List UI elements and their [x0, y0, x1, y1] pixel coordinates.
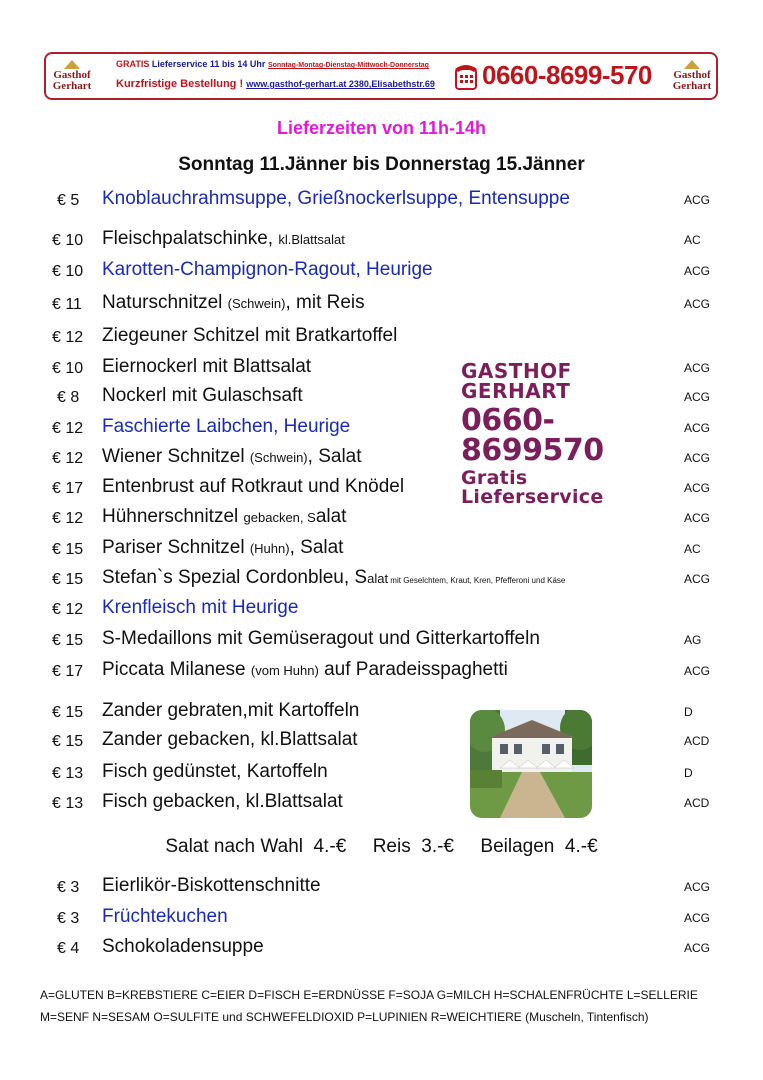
menu-item-name: [102, 761, 328, 783]
menu-item-name: [102, 597, 298, 619]
roof-icon: [684, 60, 700, 69]
allergen-legend-line-2: M=SENF N=SESAM O=SULFITE und SCHWEFELDIOXID P=LUPINIEN R=WEICHTIERE (Muscheln, Tintenfisch): [40, 1010, 649, 1024]
menu-item-name: [102, 700, 359, 722]
menu-item-price: € 13: [52, 765, 84, 782]
menu-item-allergens: ACG: [684, 451, 711, 465]
menu-item-title: Fisch gedünstet, Kartoffeln: [102, 761, 328, 782]
menu-item-name: [102, 356, 311, 378]
menu-item-name: [102, 259, 433, 281]
date-range: Sonntag 11.Jänner bis Donnerstag 15.Jänner: [178, 154, 585, 175]
menu-item-price: € 10: [52, 360, 84, 377]
menu-item-price: € 12: [52, 510, 84, 527]
dessert-item: [0, 875, 763, 901]
menu-item-allergens: ACG: [684, 911, 711, 925]
menu-item: [0, 537, 763, 563]
menu-item-name: [102, 506, 346, 528]
menu-item-title: S-Medaillons mit Gemüseragout und Gitterkartoffeln: [102, 628, 540, 649]
logo-text-gasthof: Gasthof: [673, 69, 711, 81]
contact-stamp: [461, 356, 651, 507]
menu-item-detail: kl.Blattsalat: [278, 232, 345, 247]
menu-item: [0, 700, 763, 726]
menu-item-side: , Salat: [307, 446, 362, 467]
menu-item-detail: (vom Huhn): [250, 663, 319, 678]
logo-text-gasthof: Gasthof: [53, 69, 91, 81]
menu-item-allergens: D: [684, 705, 693, 719]
menu-item-title: Eiernockerl mit Blattsalat: [102, 356, 312, 377]
stamp-phone: 0660-8699570: [461, 403, 604, 468]
menu-item-detail: (Schwein): [227, 296, 286, 311]
menu-item-allergens: ACG: [684, 941, 711, 955]
menu-item-name: [102, 628, 540, 650]
logo-text-gerhart: Gerhart: [672, 80, 712, 92]
banner-hours: Lieferservice 11 bis 14 Uhr: [151, 59, 266, 69]
menu-item-name: [102, 659, 508, 681]
menu-item-title: Hühnerschnitzel: [102, 506, 244, 527]
menu-item-allergens: ACG: [684, 664, 711, 678]
menu-item-allergens: ACG: [684, 481, 711, 495]
menu-item-title: Fisch gebacken, kl.Blattsalat: [102, 791, 343, 812]
menu-item-title: Zander gebacken, kl.Blattsalat: [102, 729, 358, 750]
menu-item-side: , mit Reis: [285, 292, 365, 313]
menu-item-title: Eierlikör-Biskottenschnitte: [102, 875, 321, 896]
menu-item: [0, 659, 763, 685]
menu-item-detail: gebacken, S: [243, 510, 316, 525]
menu-item-price: € 4: [57, 940, 80, 957]
menu-item-detail: (Schwein): [249, 450, 308, 465]
header-banner: [44, 52, 718, 100]
banner-phone-number[interactable]: 0660-8699-570: [482, 60, 652, 90]
menu-item-side: , Salat: [289, 537, 344, 558]
menu-item-title: Schokoladensuppe: [102, 936, 264, 957]
menu-item-price: € 10: [52, 232, 84, 249]
menu-item: [0, 567, 763, 593]
menu-item-title: Knoblauchrahmsuppe, Grießnockerlsuppe, Entensuppe: [102, 188, 570, 209]
menu-item-price: € 12: [52, 329, 84, 346]
menu-item-allergens: AC: [684, 233, 701, 247]
menu-item-title: Nockerl mit Gulaschsaft: [102, 385, 303, 406]
menu-item-allergens: ACD: [684, 734, 710, 748]
menu-item-name: [102, 325, 397, 347]
banner-service-line: [116, 59, 429, 69]
menu-item: [0, 325, 763, 351]
menu-item-price: € 8: [57, 389, 80, 406]
menu-item-price: € 11: [52, 296, 82, 313]
menu-item-name: [102, 416, 350, 438]
menu-item-title: Ziegeuner Schitzel mit Bratkartoffel: [102, 325, 398, 346]
logo-text-gerhart: Gerhart: [52, 80, 92, 92]
menu-item-price: € 15: [52, 571, 84, 588]
menu-item-allergens: ACG: [684, 361, 711, 375]
menu-item-allergens: ACG: [684, 193, 711, 207]
menu-item-allergens: AC: [684, 542, 701, 556]
menu-item-price: € 10: [52, 263, 84, 280]
menu-item-title: Karotten-Champignon-Ragout, Heurige: [102, 259, 433, 280]
menu-item-name: [102, 446, 362, 468]
menu-item: [0, 729, 763, 755]
menu-item-title: Entenbrust auf Rotkraut und Knödel: [102, 476, 405, 497]
extra-reis: Reis 3.-€: [372, 836, 454, 857]
menu-item-allergens: AG: [684, 633, 702, 647]
menu-item-name: [102, 537, 343, 559]
menu-item-allergens: ACG: [684, 264, 711, 278]
menu-item-title: Stefan`s Spezial Cordonbleu, S: [102, 567, 368, 588]
menu-item-allergens: D: [684, 766, 693, 780]
menu-item-price: € 17: [52, 663, 84, 680]
allergen-legend-line-1: A=GLUTEN B=KREBSTIERE C=EIER D=FISCH E=ERDNÜSSE F=SOJA G=MILCH H=SCHALENFRÜCHTE L=SELLERIE: [40, 988, 698, 1002]
menu-item-name: [102, 936, 264, 958]
menu-item-title: Piccata Milanese: [102, 659, 251, 680]
menu-item-name: [102, 476, 404, 498]
menu-item-price: € 12: [52, 450, 84, 467]
menu-item: [0, 228, 763, 254]
menu-item-price: € 12: [52, 601, 84, 618]
banner-gratis: GRATIS: [116, 59, 150, 69]
menu-item-price: € 15: [52, 541, 84, 558]
stamp-name: GASTHOF GERHART: [461, 359, 572, 403]
menu-item-side: auf Paradeisspaghetti: [318, 659, 508, 680]
menu-item-name: [102, 791, 343, 813]
menu-item: [0, 292, 763, 318]
dessert-item: [0, 936, 763, 962]
restaurant-photo: [470, 710, 592, 818]
menu-item-detail: alat: [367, 571, 389, 586]
menu-item-allergens: ACG: [684, 421, 711, 435]
menu-item-allergens: ACG: [684, 511, 711, 525]
menu-item-title: Wiener Schnitzel: [102, 446, 250, 467]
menu-item-name: [102, 292, 365, 314]
banner-web-address[interactable]: www.gasthof-gerhart.at 2380,Elisabethstr.69: [246, 79, 435, 89]
extra-salat: Salat nach Wahl 4.-€: [165, 836, 347, 857]
menu-item-price: € 15: [52, 704, 84, 721]
menu-item-title: Naturschnitzel: [102, 292, 228, 313]
gasthof-logo-left: [52, 60, 92, 94]
menu-item: [0, 791, 763, 817]
menu-item-name: [102, 385, 303, 407]
menu-item-price: € 13: [52, 795, 84, 812]
menu-item-price: € 3: [57, 879, 80, 896]
menu-item-allergens: ACG: [684, 390, 711, 404]
menu-item-price: € 5: [57, 192, 80, 209]
dessert-item: [0, 906, 763, 932]
extra-beilagen: Beilagen 4.-€: [480, 836, 598, 857]
menu-item-price: € 15: [52, 632, 84, 649]
menu-item: [0, 761, 763, 787]
menu-item-name: [102, 906, 228, 928]
menu-item: [0, 628, 763, 654]
delivery-times: Lieferzeiten von 11h-14h: [276, 118, 487, 138]
menu-item-side: alat: [315, 506, 347, 527]
menu-item-price: € 3: [57, 910, 80, 927]
roof-icon: [64, 60, 80, 69]
menu-item-price: € 17: [52, 480, 84, 497]
banner-kurzfristig: Kurzfristige Bestellung !: [116, 78, 244, 90]
menu-item-price: € 15: [52, 733, 84, 750]
menu-item-name: [102, 228, 345, 250]
menu-item-allergens: ACG: [684, 880, 711, 894]
menu-item-note: mit Geselchtem, Kraut, Kren, Pfefferoni und Käse: [388, 576, 566, 585]
menu-item-name: [102, 567, 565, 589]
menu-item-detail: (Huhn): [249, 541, 290, 556]
menu-item-name: [102, 729, 358, 751]
menu-item-title: Fleischpalatschinke,: [102, 228, 279, 249]
stamp-service: Gratis Lieferservice: [461, 467, 604, 508]
menu-item-name: [102, 875, 321, 897]
gasthof-logo-right: [672, 60, 712, 94]
banner-order-line: [116, 78, 435, 90]
menu-item-title: Faschierte Laibchen, Heurige: [102, 416, 351, 437]
menu-item-name: [102, 188, 570, 210]
extras-line: [0, 836, 763, 858]
menu-item-allergens: ACG: [684, 297, 711, 311]
menu-item-title: Früchtekuchen: [102, 906, 228, 927]
menu-item-title: Pariser Schnitzel: [102, 537, 250, 558]
menu-item-allergens: ACG: [684, 572, 711, 586]
telephone-icon: [454, 61, 478, 91]
menu-item-title: Zander gebraten,mit Kartoffeln: [102, 700, 360, 721]
banner-days: Sonntag-Montag-Dienstag-Mittwoch-Donnerstag: [267, 62, 429, 69]
menu-item: [0, 259, 763, 285]
menu-item: [0, 597, 763, 623]
menu-item-price: € 12: [52, 420, 84, 437]
menu-item: [0, 188, 763, 214]
menu-item-title: Krenfleisch mit Heurige: [102, 597, 299, 618]
menu-item: [0, 506, 763, 532]
menu-item-allergens: ACD: [684, 796, 710, 810]
